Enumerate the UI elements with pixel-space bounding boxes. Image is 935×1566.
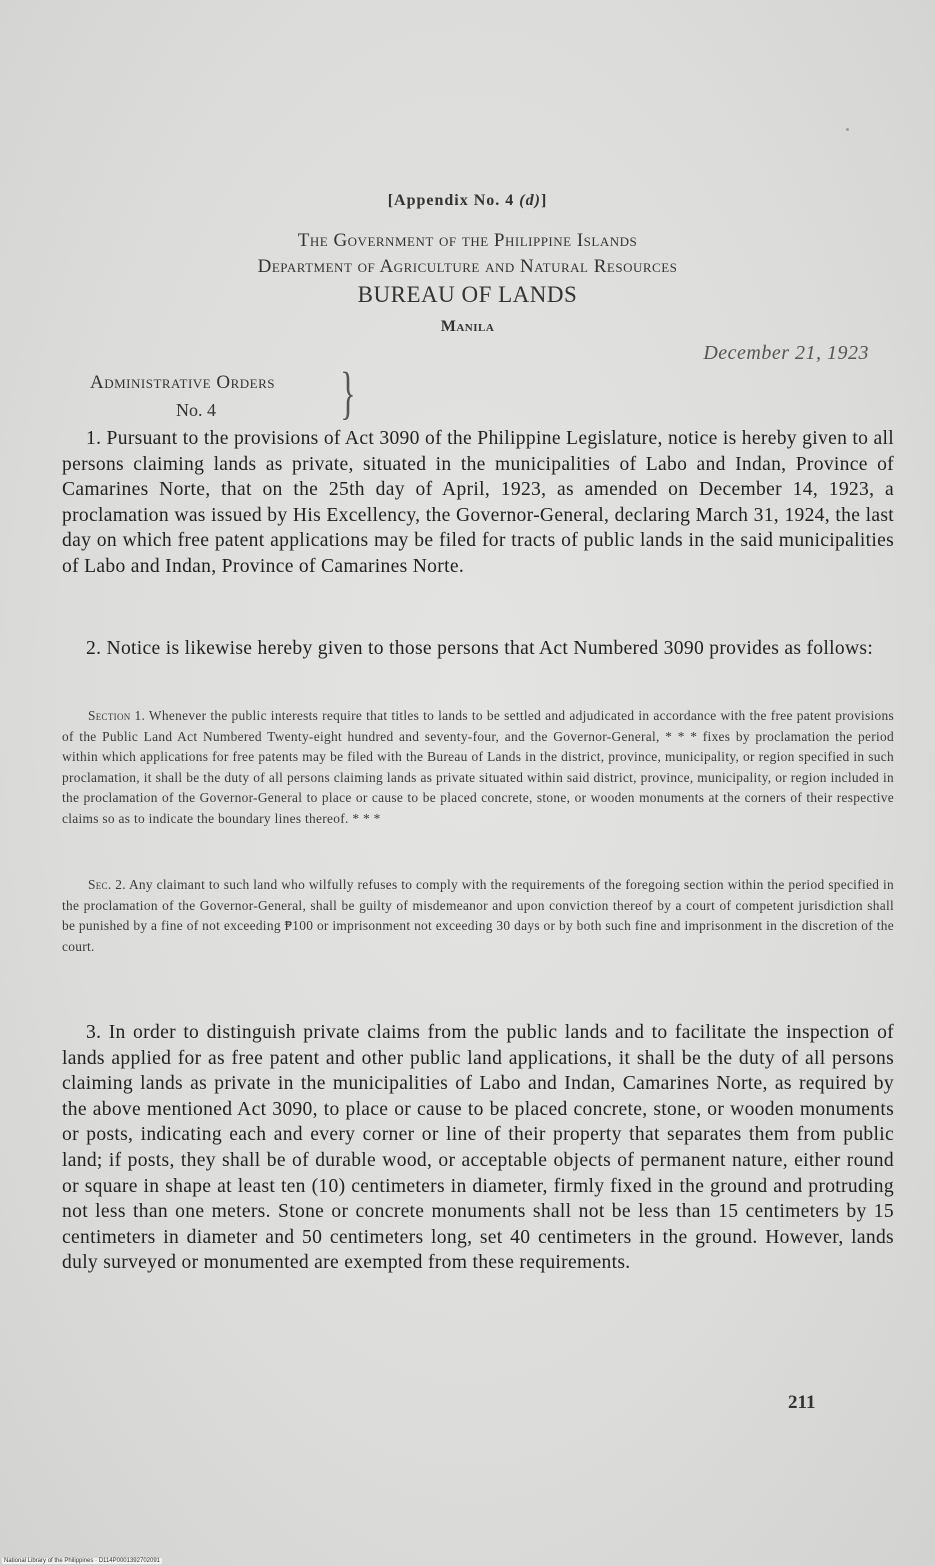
appendix-label: [Appendix No. 4 (387, 192, 515, 209)
paragraph-1: 1. Pursuant to the provisions of Act 3090 of the Philippine Legislature, notice is hereby given to all persons claiming lands as private, situated in the municipalities of Labo and Indan, Province of Camarines Norte, that on the 25th day of April, 1923, as amended on December 14, 1923, a proclamation was issued by His Excellency, the Governor-General, declaring March 31, 1924, the last day on which free patent applications may be filed for tracts of public lands in the said municipalities of Labo and Indan, Province of Camarines Norte. (62, 428, 894, 577)
section-2-label: Sec. 2. (88, 877, 126, 892)
order-title: Administrative Orders (90, 372, 275, 393)
document-date: December 21, 1923 (703, 342, 869, 364)
brace-icon: } (340, 360, 356, 425)
appendix-letter: (d) (519, 192, 541, 209)
page-number: 211 (788, 1392, 816, 1413)
government-heading: The Government of the Philippine Islands (297, 230, 638, 251)
appendix-end: ] (540, 192, 548, 209)
order-number: No. 4 (176, 400, 216, 420)
archive-footer: National Library of the Philippines · D114P0001392702091 (4, 1558, 160, 1564)
city-heading: Manila (440, 318, 495, 335)
paragraph-3: 3. In order to distinguish private claims from the public lands and to facilitate the inspection of lands applied for as free patent and other public land applications, it shall be the duty of all persons claiming lands as private in the municipalities of Labo and Indan, Camarines Norte, as required by the above mentioned Act 3090, to place or cause to be placed concrete, stone, or wooden monuments or posts, indicating each and every corner or line of their property that separates them from public land; if posts, they shall be of durable wood, or acceptable objects of permanent nature, either round or square in shape at least ten (10) centimeters in diameter, firmly fixed in the ground and protruding not less than one meters. Stone or concrete monuments shall not be less than 15 centimeters by 15 centimeters in diameter and 50 centimeters long, set 40 centimeters in the ground. However, lands duly surveyed or monumented are exempted from these requirements. (62, 1022, 894, 1274)
quoted-section-2 (62, 875, 894, 957)
section-2-text: Any claimant to such land who wilfully refuses to comply with the requirements of the foregoing section within the period specified in the proclamation of the Governor-General, shall be guilty of misdemeanor and upon conviction thereof by a court of competent jurisdiction shall be punished by a fine of not exceeding ₱100 or imprisonment not exceeding 30 days or by both such fine and imprisonment in the discretion of the court. (62, 877, 894, 954)
bureau-heading: BUREAU OF LANDS (357, 282, 578, 307)
quoted-section-1 (62, 706, 894, 830)
section-1-text: Whenever the public interests require that titles to lands to be settled and adjudicated in accordance with the free patent provisions of the Public Land Act Numbered Twenty-eight hundred and seventy-four, and the Governor-General, * * * fixes by proclamation the period within which applications for free patents may be filed with the Bureau of Lands in the district, province, municipality, or region specified in such proclamation, it shall be the duty of all persons claiming lands as private situated within said district, province, municipality, or region included in the proclamation of the Governor-General to place or cause to be placed concrete, stone, or wooden monuments at the corners of their respective claims so as to indicate the boundary lines thereof. * * * (62, 708, 895, 826)
section-1-label: Section 1. (88, 708, 146, 723)
paper-speck (846, 128, 849, 131)
department-heading: Department of Agriculture and Natural Resources (257, 256, 678, 277)
paragraph-2: 2. Notice is likewise hereby given to those persons that Act Numbered 3090 provides as follows: (86, 638, 874, 659)
appendix-heading (0, 192, 935, 210)
